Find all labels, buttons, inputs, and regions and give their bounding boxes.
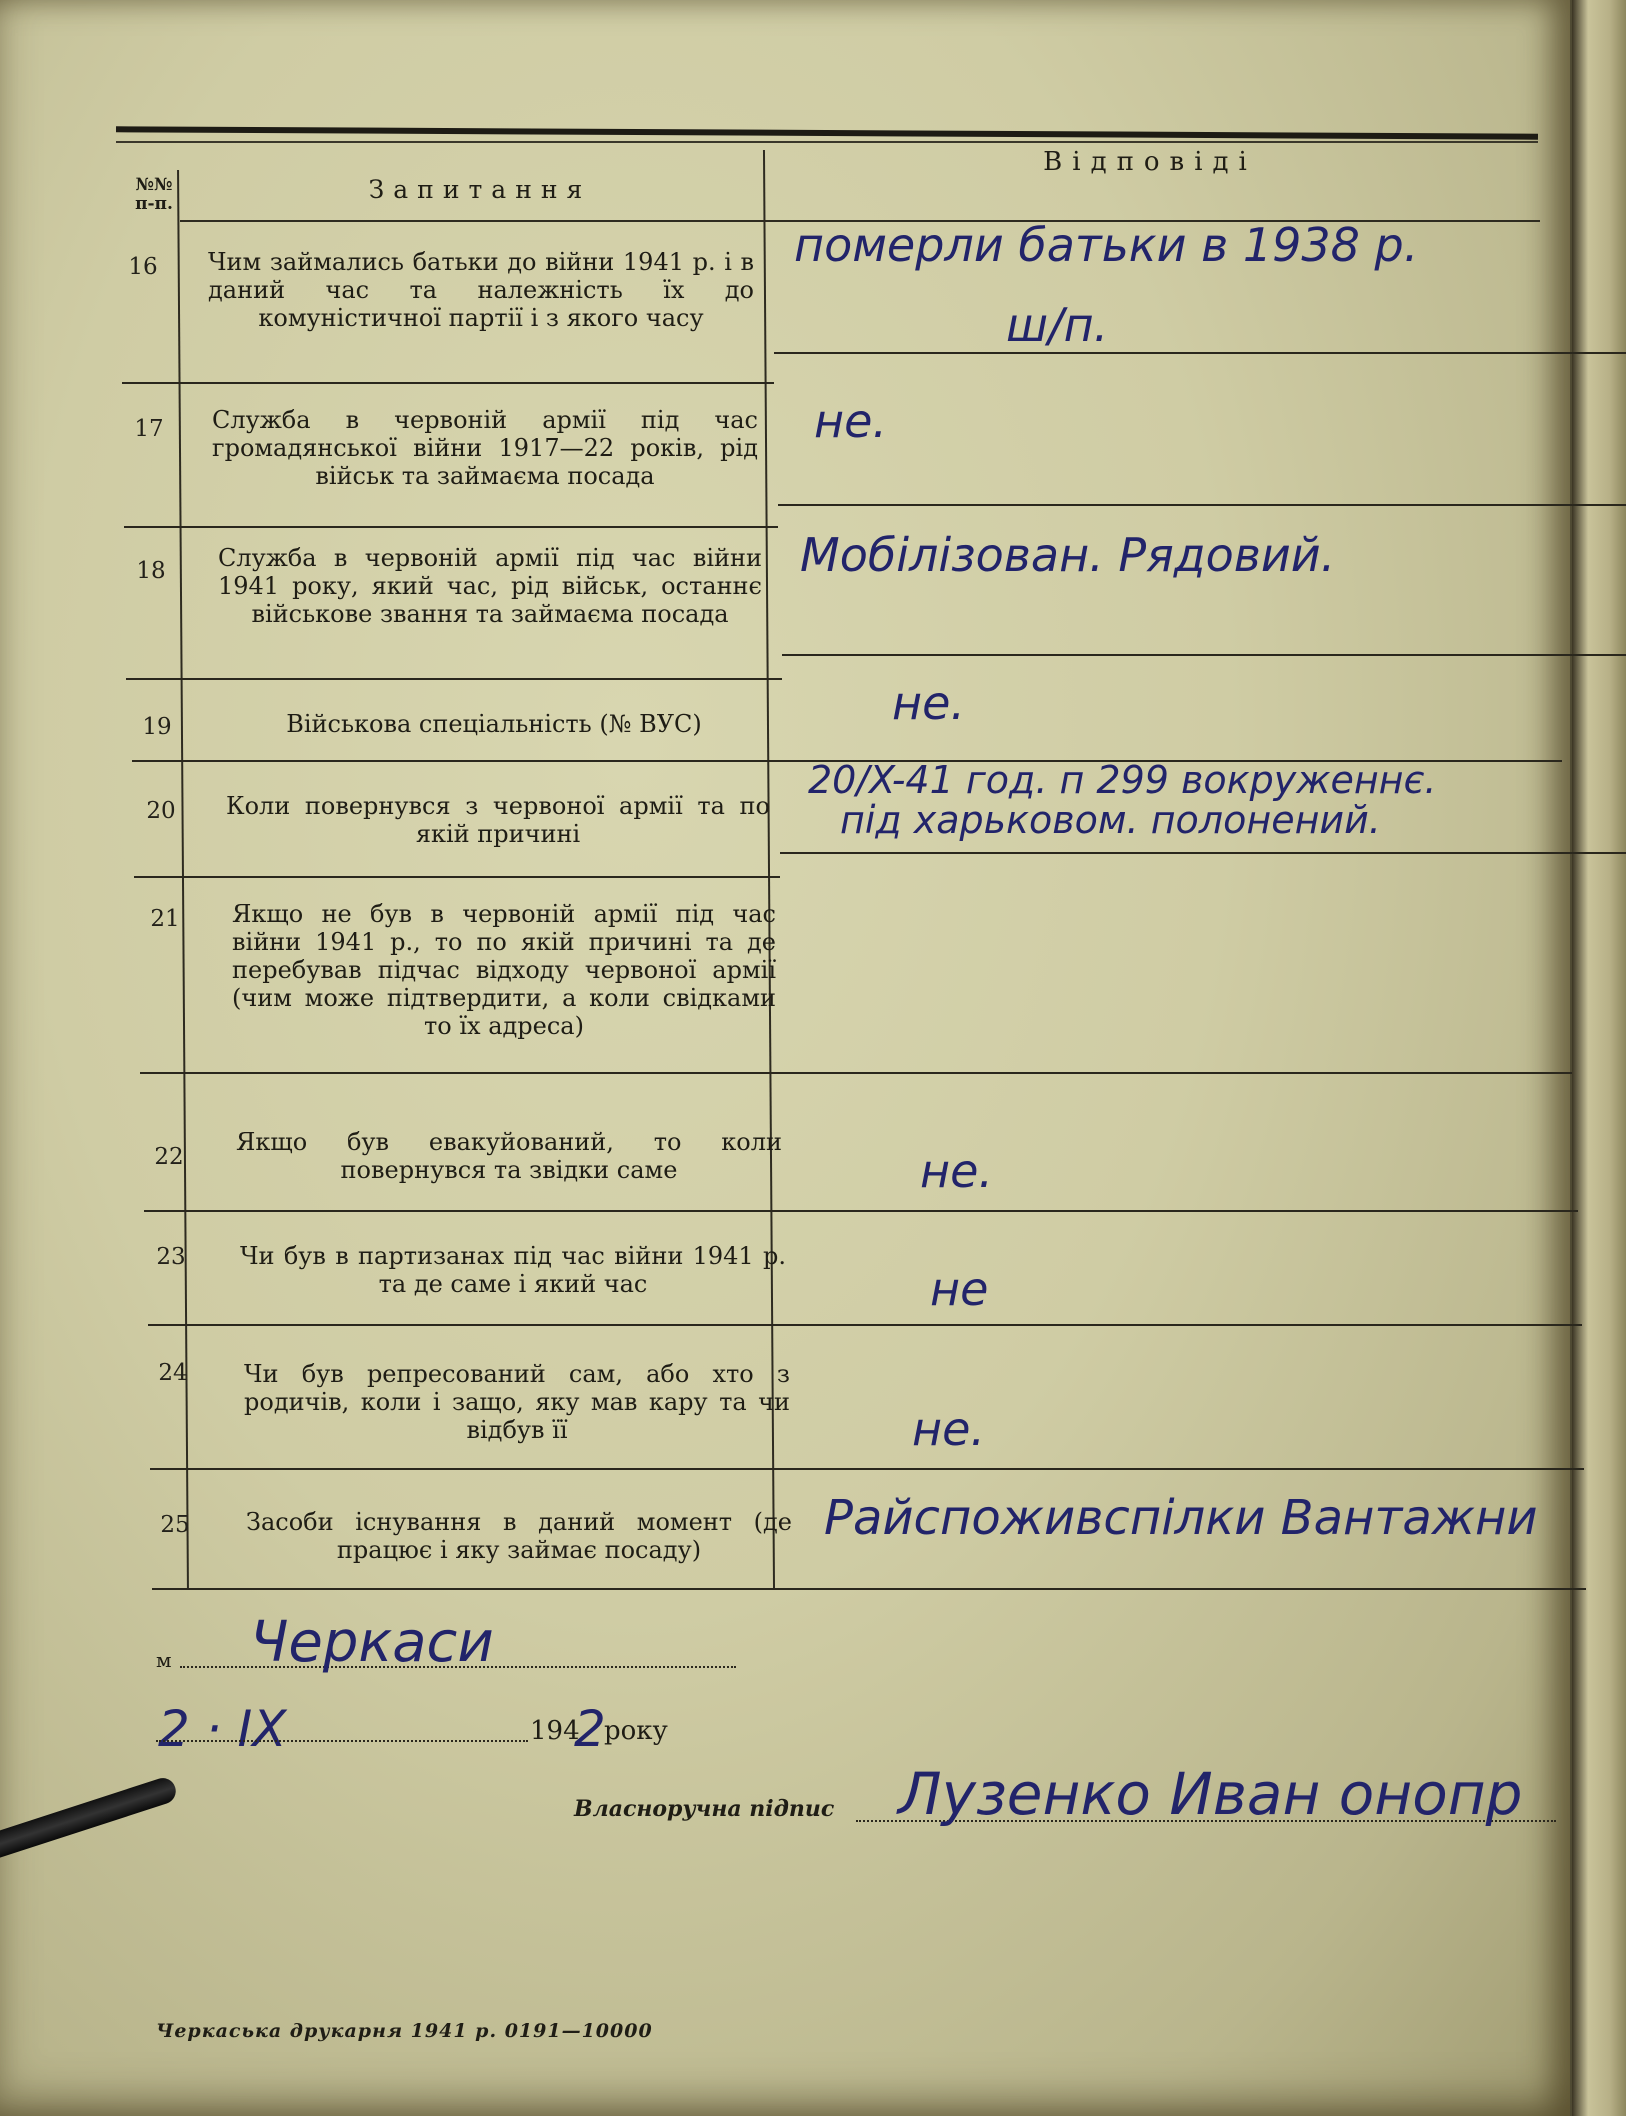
year-suffix: року <box>604 1716 668 1746</box>
row-answer: Мобілізован. Рядовий. <box>800 528 1336 582</box>
row-number: 21 <box>150 906 180 932</box>
row-question: Служба в червоній армії під час громадянської війни 1917—22 років, рід військ та займаєма посада <box>212 406 758 490</box>
row-answer: 20/X-41 год. п 299 вокруженнє. <box>808 758 1437 802</box>
row-number: 17 <box>134 416 164 442</box>
answer-rule <box>780 852 1626 854</box>
row-answer: не. <box>814 394 887 448</box>
row-number: 16 <box>128 254 158 280</box>
row-number: 18 <box>136 558 166 584</box>
row-divider <box>140 1072 1572 1074</box>
row-question: Засоби існування в даний момент (де працює і яку займає посаду) <box>246 1508 792 1564</box>
row-question: Чим займались батьки до війни 1941 р. і в даний час та належність їх до комуністичної партії і з якого часу <box>208 248 754 332</box>
row-answer: померли батьки в 1938 р. <box>794 218 1419 272</box>
city-prefix: м <box>156 1648 172 1672</box>
city-handwritten: Черкаси <box>250 1610 494 1675</box>
header-answers-label: Відповіді <box>1043 147 1257 177</box>
year-digit: 2 <box>574 1700 606 1758</box>
next-page-edge <box>1572 0 1626 2116</box>
top-thin-rule <box>116 141 1538 143</box>
row-divider <box>124 526 778 528</box>
row-number: 22 <box>154 1144 184 1170</box>
row-answer: не. <box>892 676 965 730</box>
row-divider <box>152 1588 1586 1590</box>
printer-line: Черкаська друкарня 1941 р. 0191—10000 <box>156 2020 653 2042</box>
row-answer-line2: під харьковом. полонений. <box>840 798 1381 842</box>
header-num-line2: п-п. <box>135 194 173 214</box>
row-divider <box>150 1468 1584 1470</box>
row-question: Чи був репресований сам, або хто з родичів, коли і защо, яку мав кару та чи відбув її <box>244 1360 790 1444</box>
row-divider <box>144 1210 1578 1212</box>
row-divider <box>148 1324 1582 1326</box>
signature-handwritten: Лузенко Иван онопр <box>898 1760 1523 1828</box>
date-handwritten: 2 · IX <box>158 1700 287 1758</box>
row-question: Якщо був евакуйований, то коли повернувся та звідки саме <box>236 1128 782 1184</box>
row-number: 23 <box>156 1244 186 1270</box>
row-answer: не. <box>912 1402 985 1456</box>
row-question: Військова спеціальність (№ ВУС) <box>286 710 702 738</box>
header-num-line1: №№ <box>135 175 173 195</box>
row-number: 25 <box>160 1512 190 1538</box>
row-number: 19 <box>142 714 172 740</box>
year-prefix: 194 <box>530 1716 580 1746</box>
row-number: 20 <box>146 798 176 824</box>
date-dotted-line <box>156 1740 528 1742</box>
answer-rule <box>778 504 1626 506</box>
row-question: Служба в червоній армії під час війни 1941 року, який час, рід військ, останнє військове звання та займаєма посада <box>218 544 762 628</box>
row-answer: Райспоживспілки Вантажни <box>824 1490 1538 1546</box>
signature-label: Власноручна підпис <box>574 1796 835 1822</box>
row-divider <box>122 382 774 384</box>
header-questions-label: Запитання <box>368 175 592 204</box>
row-divider <box>134 876 780 878</box>
answer-rule <box>774 352 1626 354</box>
row-question: Коли повернувся з червоної армії та по якій причині <box>226 792 770 848</box>
row-question: Чи був в партизанах під час війни 1941 р. та де саме і який час <box>240 1242 786 1298</box>
row-number: 24 <box>158 1360 188 1386</box>
row-answer: не <box>930 1262 989 1316</box>
row-question: Якщо не був в червоній армії під час війни 1941 р., то по якій причині та де перебував підчас відходу червоної армії (чим може підтвердити, а коли свідками то їх адреса) <box>232 900 776 1040</box>
row-answer-line2: ш/п. <box>1006 298 1109 352</box>
row-answer: не. <box>920 1144 993 1198</box>
answer-rule <box>782 654 1626 656</box>
row-divider <box>126 678 782 680</box>
